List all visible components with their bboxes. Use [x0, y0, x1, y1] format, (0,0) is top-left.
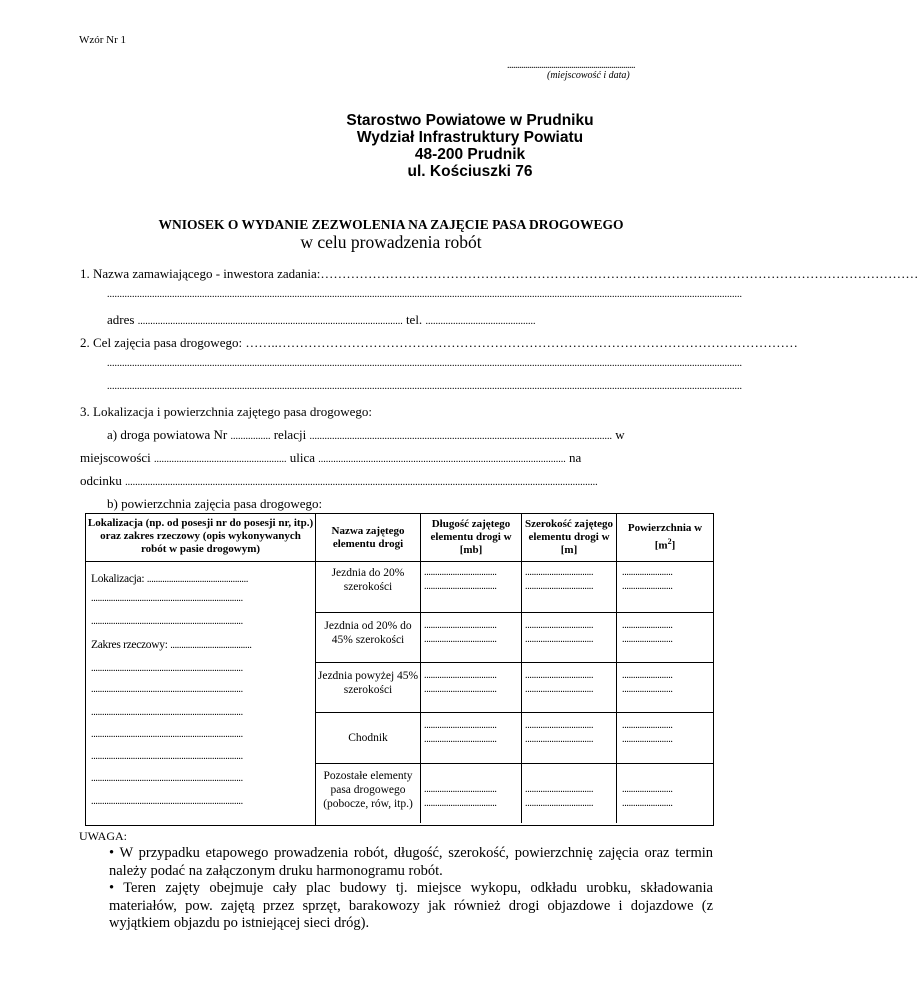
header-area: Powierzchnia w $[m^2]$ [617, 514, 714, 562]
form-subtitle: w celu prowadzenia robót [300, 232, 482, 252]
relation-field[interactable]: ......................................................................................................................... [309, 431, 612, 442]
element-row-5: Pozostałe elementy pasa drogowego (pobocze, rów, itp.) [316, 763, 421, 823]
notes-list [109, 845, 713, 933]
place-date-label: (miejscowość i data) [547, 70, 630, 81]
header-element: Nazwa zajętego elementu drogi [316, 514, 421, 562]
element-row-4: Chodnik [316, 712, 421, 763]
width-field-3[interactable]: ............................... ............................... [522, 662, 617, 712]
town-field[interactable]: ..................................................... [154, 454, 287, 465]
section-2-label: 2. Cel zajęcia pasa drogowego: [80, 335, 243, 350]
address-line [107, 312, 714, 328]
road-number-field[interactable]: ................ [230, 431, 271, 442]
street-field[interactable]: ................................................................................................... [318, 454, 566, 465]
location-dots-1[interactable]: ..................................................................... [91, 593, 243, 604]
scope-dots-1[interactable]: ..................................................................... [91, 663, 243, 674]
notes-label: UWAGA: [79, 829, 127, 843]
area-field-5[interactable]: ....................... ....................... [622, 783, 673, 809]
tel-field[interactable]: ............................................ [425, 316, 536, 327]
area-field-2[interactable]: ....................... ....................... [617, 612, 714, 662]
scope-dots-2[interactable]: ..................................................................... [91, 684, 243, 695]
length-field-1[interactable]: ................................. ................................. [421, 562, 522, 612]
purpose-field-3[interactable]: .............................................................................................................................................................................................................................................................. [107, 381, 742, 392]
section-3-label: 3. Lokalizacja i powierzchnia zajętego pasa drogowego: [80, 404, 373, 419]
scope-dots-3[interactable]: ..................................................................... [91, 707, 243, 718]
width-field-2[interactable]: ............................... ............................... [522, 612, 617, 662]
length-field-2[interactable]: ................................. ................................. [421, 612, 522, 662]
location-dots-2[interactable]: ..................................................................... [91, 616, 243, 627]
place-date-field[interactable]: ................................................................ [507, 60, 635, 71]
na-label: na [569, 450, 582, 465]
office-line-1: Starostwo Powiatowe w Prudniku [346, 112, 594, 129]
length-field-3[interactable]: ................................. ................................. [421, 662, 522, 712]
office-line-2: Wydział Infrastruktury Powiatu [356, 129, 584, 146]
element-row-3: Jezdnia powyżej 45% szerokości [316, 662, 421, 712]
form-number: Wzór Nr 1 [79, 34, 127, 46]
element-row-2: Jezdnia od 20% do 45% szerokości [316, 612, 421, 662]
scope-dots-5[interactable]: ..................................................................... [91, 751, 243, 762]
segment-field[interactable]: ............................................................................................................................................................................................. [125, 477, 598, 488]
address-field[interactable]: .......................................................................................................... [137, 316, 403, 327]
segment-label: odcinku [80, 473, 122, 488]
purpose-field[interactable]: ……..………………………………………………………………………………………………………… [245, 335, 798, 350]
form-title: WNIOSEK O WYDANIE ZEZWOLENIA NA ZAJĘCIE PASA DROGOWEGO [158, 217, 624, 232]
header-width: Szerokość zajętego elementu drogi w [m] [522, 514, 617, 562]
elements-block [316, 562, 714, 826]
investor-name-field-2[interactable]: .............................................................................................................................................................................................................................................................. [107, 289, 742, 300]
length-field-4[interactable]: ................................. ................................. [421, 712, 522, 763]
scope-dots-7[interactable]: ..................................................................... [91, 796, 243, 807]
tel-label: tel. [405, 312, 423, 327]
header-length: Długość zajętego elementu drogi w [mb] [421, 514, 522, 562]
area-table [85, 513, 714, 826]
section-1-label: 1. Nazwa zamawiającego - inwestora zadania: [80, 266, 321, 281]
element-row-1: Jezdnia do 20% szerokości [316, 562, 421, 612]
section-1-line [80, 266, 918, 282]
width-field-4[interactable]: ............................... ............................... [522, 712, 617, 763]
area-field-4[interactable]: ....................... ....................... [617, 712, 714, 763]
street-label: ulica [289, 450, 316, 465]
location-label: Lokalizacja: [91, 573, 145, 585]
location-scope-cell[interactable]: Lokalizacja: .............................................. ..................................................................... ..................................................................... Zakres rzeczowy: ..................................... ..................................................................... ..................................................................... ..................................................................... ..................................................................... ..................................................................... ..................................................................... ..................................................................... [86, 562, 316, 826]
office-address [0, 112, 768, 180]
scope-dots-4[interactable]: ..................................................................... [91, 729, 243, 740]
w-label: w [615, 427, 625, 442]
scope-label: Zakres rzeczowy: [91, 639, 168, 651]
width-field-1[interactable]: ............................... ............................... [522, 562, 617, 612]
office-line-4: ul. Kościuszki 76 [407, 163, 533, 180]
length-field-5[interactable]: ................................. ................................. [421, 763, 522, 823]
office-line-3: 48-200 Prudnik [414, 146, 526, 163]
width-field-5[interactable]: ............................... ............................... [522, 763, 617, 823]
note-2: • Teren zajęty obejmuje cały plac budowy tj. miejsce wykopu, odkładu urobku, składowania materiałów, pow. zajętą przez sprzęt, barakowozy jak również drogi objazdowe i dojazdowe (z wyjątkiem objazdu po istniejącej sieci dróg). [109, 880, 713, 931]
note-1: • W przypadku etapowego prowadzenia robót, długość, szerokość, powierzchnię zajęcia oraz termin należy podać na załączonym druku harmonogramu robót. [109, 845, 713, 879]
road-line [107, 427, 714, 443]
town-label: miejscowości [80, 450, 151, 465]
header-location: Lokalizacja (np. od posesji nr do posesji nr, itp.) oraz zakres rzeczowy (opis wykonywanych robót w pasie drogowym) [86, 514, 316, 562]
scope-dots-6[interactable]: ..................................................................... [91, 773, 243, 784]
address-label: adres [107, 312, 135, 327]
road-number-label: a) droga powiatowa Nr [107, 427, 228, 442]
section-2-line [80, 335, 798, 351]
investor-name-field[interactable]: ………………………………………………………………………………………………………………………… [320, 266, 918, 281]
section-segment-line [80, 473, 714, 489]
area-field-3[interactable]: ....................... ....................... [617, 662, 714, 712]
area-field-1[interactable]: ....................... ....................... [617, 562, 714, 612]
section-3b-label: b) powierzchnia zajęcia pasa drogowego: [107, 496, 323, 511]
town-line [80, 450, 714, 466]
relation-label: relacji [273, 427, 307, 442]
purpose-field-2[interactable]: .............................................................................................................................................................................................................................................................. [107, 358, 742, 369]
